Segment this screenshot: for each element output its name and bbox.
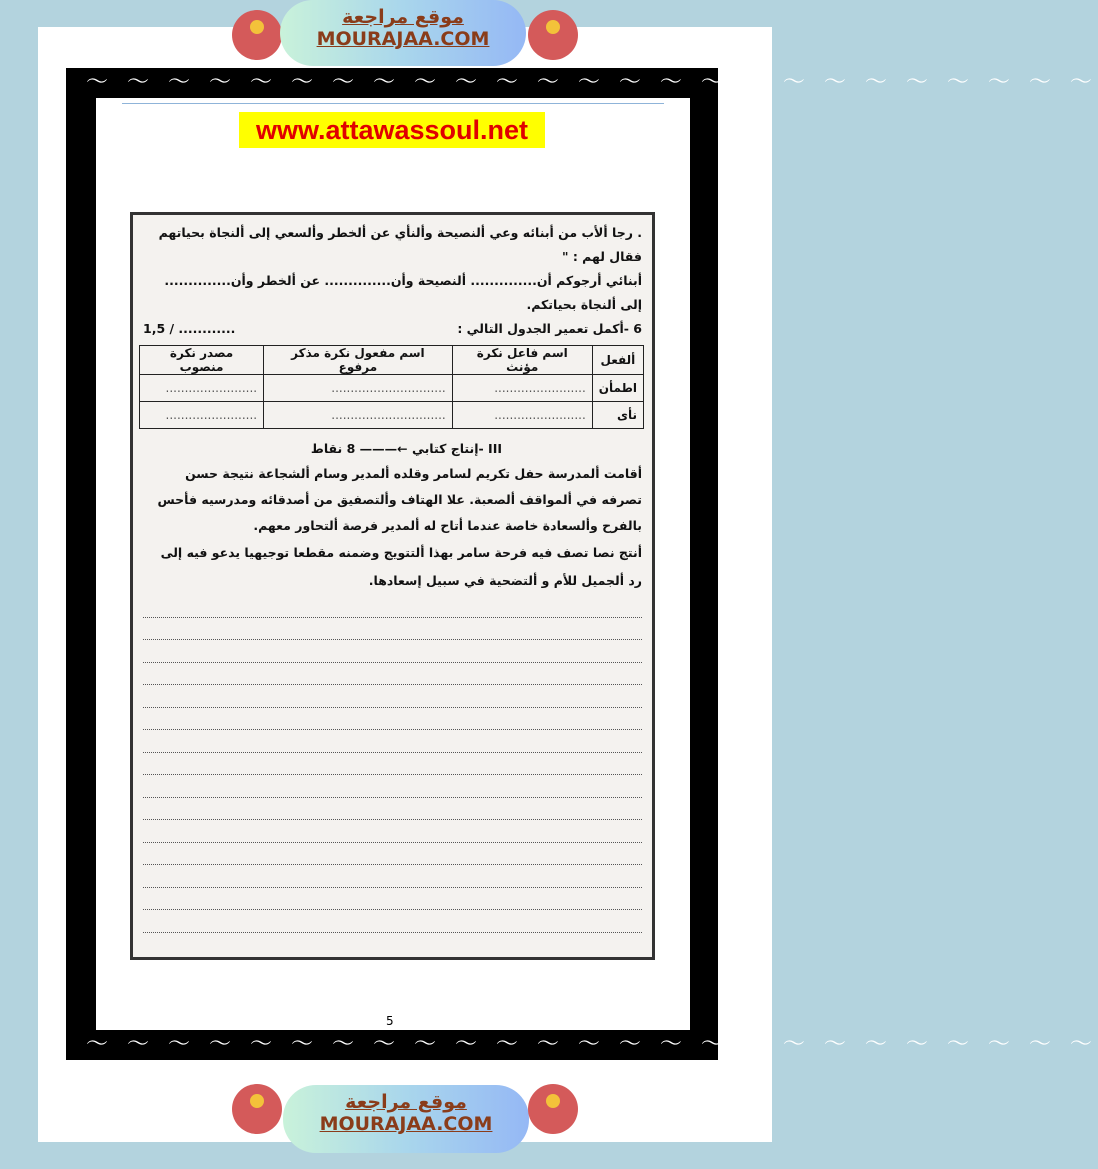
banner-arabic: موقع مراجعة: [345, 1091, 467, 1113]
writing-line[interactable]: [143, 753, 642, 776]
writing-line[interactable]: [143, 798, 642, 821]
bottom-banner[interactable]: [283, 1085, 529, 1153]
writing-paragraph: أقامت ألمدرسة حفل تكريم لسامر وقلده ألمدير وسام ألشجاعة نتيجة حسن تصرفه في ألمواقف ألصعبة. علا الهتاف وألتصفيق من أصدقائه ومدرسيه فأحس بالفرح وألسعادة خاصة عندما أتاح له ألمدير فرصة ألتحاور معهم.: [157, 466, 642, 533]
top-banner[interactable]: [280, 0, 526, 66]
table-header: ألفعل: [592, 346, 643, 375]
writing-line[interactable]: [143, 910, 642, 933]
writing-line[interactable]: [143, 775, 642, 798]
logo-badge-right-bottom: [528, 1084, 578, 1134]
writing-line[interactable]: [143, 843, 642, 866]
writing-line[interactable]: [143, 865, 642, 888]
writing-line[interactable]: [143, 708, 642, 731]
table-cell: ........................: [452, 402, 592, 429]
table-header: اسم مفعول نكرة مذكر مرفوع: [264, 346, 453, 375]
decorative-frame: 〜 〜 〜 〜 〜 〜 〜 〜 〜 〜 〜 〜 〜 〜 〜 〜 〜 〜 〜 〜 〜 〜 〜 〜 〜 〜 〜 〜 〜 〜 〜 〜 〜 〜 〜 〜 〜 〜 〜 〜 〜 〜 〜 〜 〜 〜 〜 〜 〜 〜: [66, 68, 718, 1060]
scanned-exam: [130, 212, 655, 960]
writing-line[interactable]: [143, 820, 642, 843]
exercise-fill: أبنائي أرجوكم أن.............. ألنصيحة وأن.............. عن ألخطر وأن.............. إلى ألنجاة بحياتكم.: [164, 273, 642, 312]
writing-task: أنتج نصا تصف فيه فرحة سامر بهذا ألتتويج وضمنه مقطعا توجيهيا يدعو فيه إلى رد ألجميل للأم و ألتضحية في سبيل إسعادها.: [160, 545, 642, 588]
writing-line[interactable]: [143, 640, 642, 663]
writing-line[interactable]: [143, 663, 642, 686]
table-header: اسم فاعل نكرة مؤنث: [452, 346, 592, 375]
table-cell: ........................: [140, 375, 264, 402]
writing-line[interactable]: [143, 685, 642, 708]
writing-line[interactable]: [143, 730, 642, 753]
page-number: 5: [386, 1014, 394, 1028]
banner-latin: MOURAJAA.COM: [316, 28, 490, 50]
header-rule: [122, 103, 664, 104]
table-cell: نأى: [592, 402, 643, 429]
banner-arabic: موقع مراجعة: [342, 6, 464, 28]
table-cell: ........................: [140, 402, 264, 429]
table-row: [140, 375, 644, 402]
table-cell: ........................: [452, 375, 592, 402]
logo-badge-right: [528, 10, 578, 60]
table-cell: ..............................: [264, 402, 453, 429]
writing-lines[interactable]: [133, 595, 652, 933]
writing-line[interactable]: [143, 888, 642, 911]
table-header: مصدر نكرة منصوب: [140, 346, 264, 375]
exercise-intro: . رجا ألأب من أبنائه وعي ألنصيحة وألنأي عن ألخطر وألسعي إلى ألنجاة بحياتهم فقال لهم : ": [158, 225, 642, 264]
question-6: 6 -أكمل تعمير الجدول التالي :: [457, 321, 642, 336]
logo-badge-left-bottom: [232, 1084, 282, 1134]
conjugation-table: [139, 345, 644, 429]
question-6-score: 1,5 / ............: [143, 321, 236, 336]
table-row: [140, 402, 644, 429]
watermark-url[interactable]: www.attawassoul.net: [239, 112, 545, 148]
writing-line[interactable]: [143, 618, 642, 641]
table-cell: ..............................: [264, 375, 453, 402]
writing-title: III -إنتاج كتابي ←——— 8 نقاط: [310, 441, 502, 456]
logo-badge-left: [232, 10, 282, 60]
banner-latin: MOURAJAA.COM: [319, 1113, 493, 1135]
table-cell: اطمأن: [592, 375, 643, 402]
writing-line[interactable]: [143, 595, 642, 618]
